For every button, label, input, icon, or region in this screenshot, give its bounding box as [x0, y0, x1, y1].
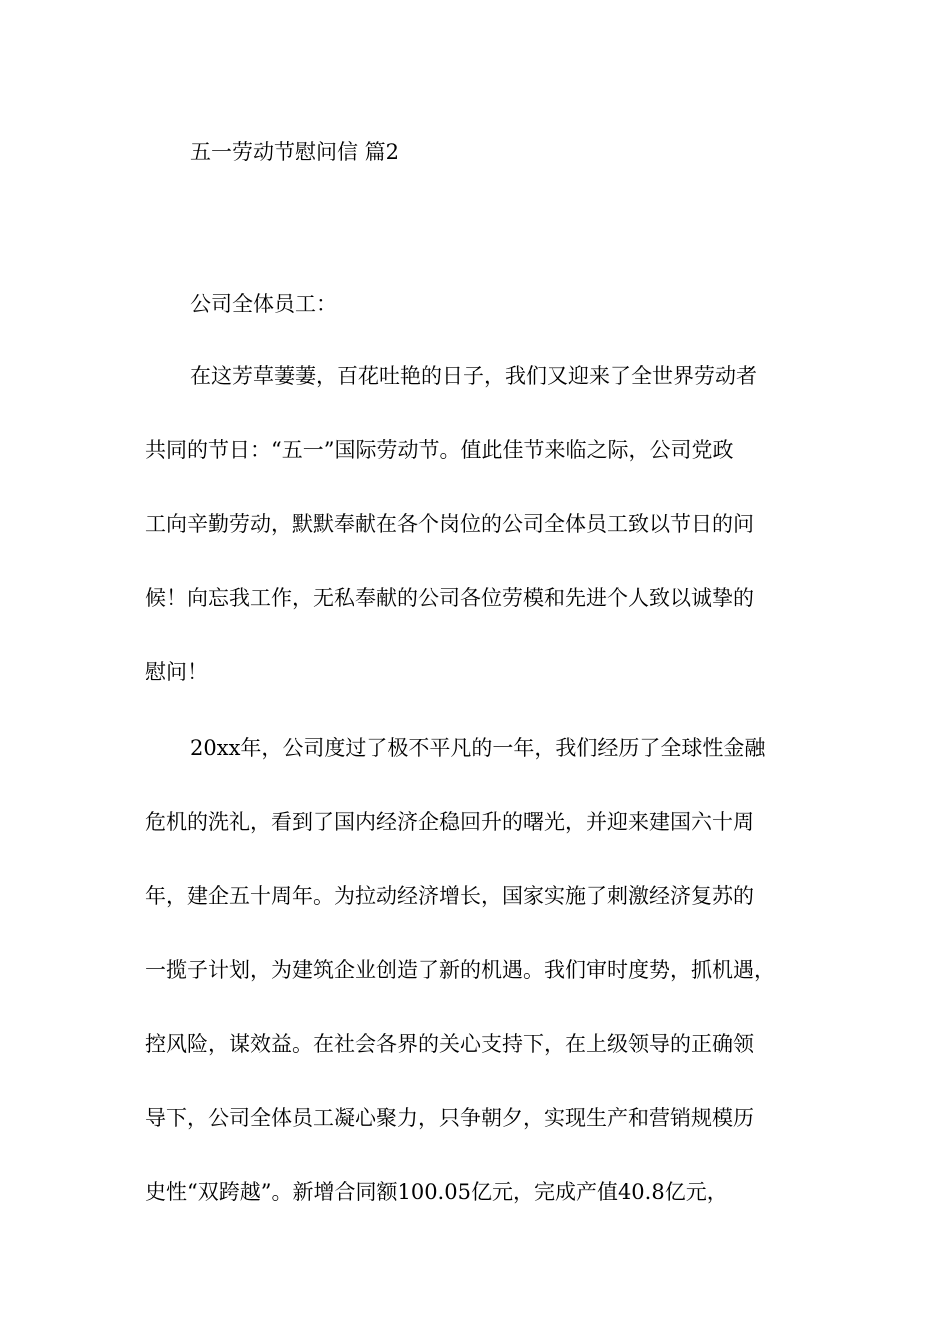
body-line: 年，建企五十周年。为拉动经济增长，国家实施了刺激经济复苏的	[145, 884, 754, 908]
body-line: 在这芳草萋萋，百花吐艳的日子，我们又迎来了全世界劳动者	[190, 364, 757, 388]
body-line: 危机的洗礼，看到了国内经济企稳回升的曙光，并迎来建国六十周	[145, 810, 754, 834]
body-line: 候！向忘我工作，无私奉献的公司各位劳模和先进个人致以诚挚的	[145, 586, 754, 610]
body-line: 工向辛勤劳动，默默奉献在各个岗位的公司全体员工致以节日的问	[145, 512, 754, 536]
body-line: 史性“双跨越”。新增合同额100.05亿元，完成产值40.8亿元，	[145, 1180, 728, 1204]
salutation: 公司全体员工：	[190, 292, 337, 316]
letter-title: 五一劳动节慰问信 篇2	[190, 140, 400, 164]
body-line: 一揽子计划，为建筑企业创造了新的机遇。我们审时度势，抓机遇，	[145, 958, 775, 982]
body-line: 共同的节日：“五一”国际劳动节。值此佳节来临之际，公司党政	[145, 438, 734, 462]
body-line: 慰问！	[145, 660, 208, 684]
body-line: 控风险，谋效益。在社会各界的关心支持下，在上级领导的正确领	[145, 1032, 754, 1056]
body-line: 导下，公司全体员工凝心聚力，只争朝夕，实现生产和营销规模历	[145, 1106, 754, 1130]
body-line: 20xx年，公司度过了极不平凡的一年，我们经历了全球性金融	[190, 736, 766, 760]
